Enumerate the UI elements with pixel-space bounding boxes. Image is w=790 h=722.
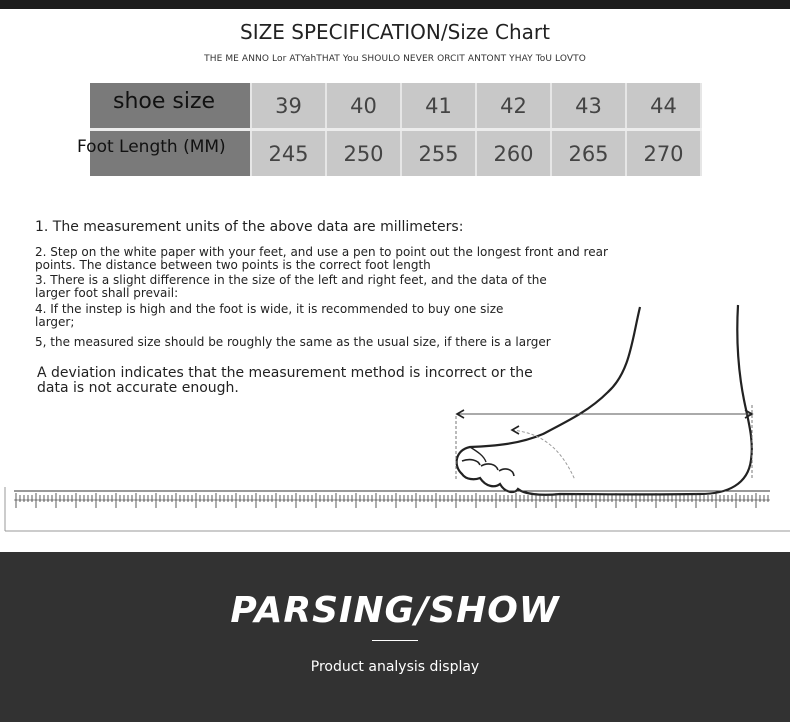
top-rule <box>0 0 790 9</box>
banner-divider <box>372 640 418 641</box>
page-subtitle: THE ME ANNO Lor ATYahTHAT You SHOULO NEVER ORCIT ANTONT YHAY ToU LOVTO <box>204 54 586 64</box>
table-cell: 40 <box>326 83 401 130</box>
note-line: 3. There is a slight difference in the size of the left and right feet, and the data of the <box>35 273 547 287</box>
table-cell: 44 <box>626 83 701 130</box>
banner-title: PARSING/SHOW <box>230 590 560 631</box>
note-line: 5, the measured size should be roughly the same as the usual size, if there is a larger <box>35 335 551 349</box>
table-cell: 39 <box>251 83 326 130</box>
note-line: A deviation indicates that the measurement method is incorrect or the <box>37 365 533 381</box>
row-label-foot-length: Foot Length (MM) <box>77 137 226 157</box>
note-line: larger foot shall prevail: <box>35 286 179 300</box>
row-label-shoe-size: shoe size <box>113 89 216 114</box>
page-title: SIZE SPECIFICATION/Size Chart <box>240 20 550 44</box>
note-line: 1. The measurement units of the above data are millimeters: <box>35 219 464 235</box>
table-cell: 265 <box>551 130 626 177</box>
table-cell: 260 <box>476 130 551 177</box>
note-line: larger; <box>35 315 75 329</box>
foot-illustration <box>456 305 752 495</box>
table-cell: 245 <box>251 130 326 177</box>
note-line: points. The distance between two points is the correct foot length <box>35 258 431 272</box>
banner-subtitle: Product analysis display <box>310 659 480 675</box>
double-arrow-icon <box>457 410 752 434</box>
table-cell: 250 <box>326 130 401 177</box>
table-cell: 255 <box>401 130 476 177</box>
note-line: 2. Step on the white paper with your feet, and use a pen to point out the longest front and rear <box>35 245 608 259</box>
note-line: data is not accurate enough. <box>37 380 239 396</box>
foot-measurement-illustration <box>0 300 790 540</box>
table-cell: 42 <box>476 83 551 130</box>
table-cell: 41 <box>401 83 476 130</box>
note-line: 4. If the instep is high and the foot is wide, it is recommended to buy one size <box>35 302 504 316</box>
bottom-banner <box>0 552 790 722</box>
table-cell: 270 <box>626 130 701 177</box>
table-cell: 43 <box>551 83 626 130</box>
